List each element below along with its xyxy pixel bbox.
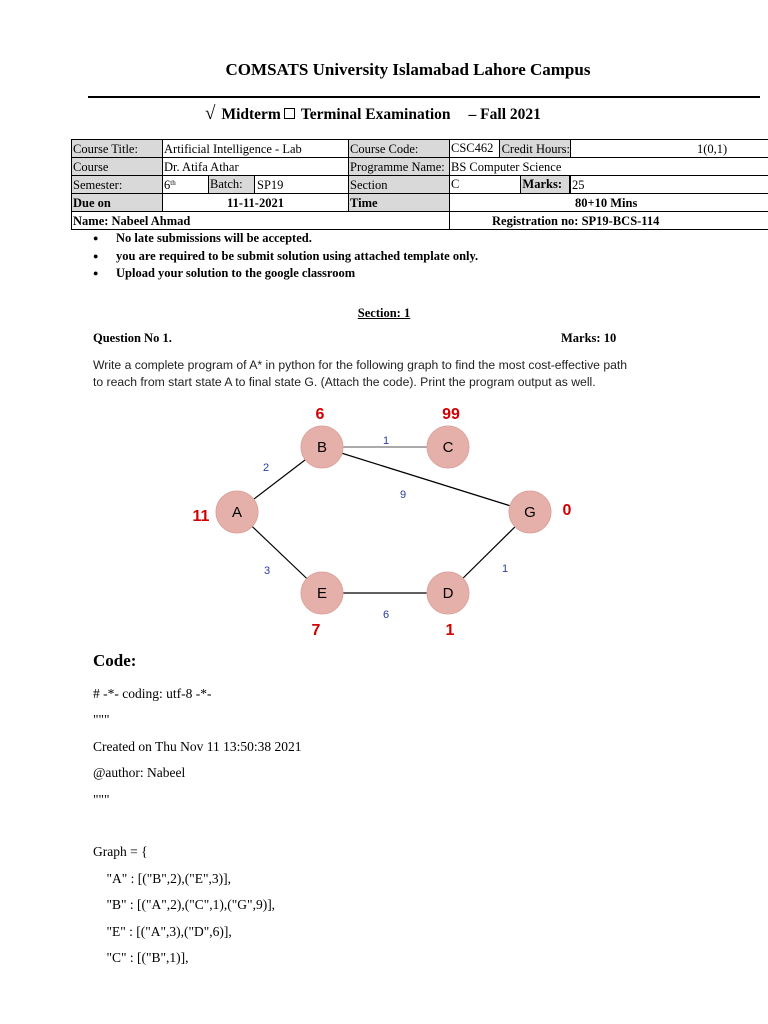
code-line: "C" : [("B",1)], <box>93 949 189 965</box>
semester-label: Semester: <box>72 176 163 194</box>
course-title-label: Course Title: <box>72 140 163 158</box>
exam-type-line <box>205 103 541 125</box>
list-item: ● you are required to be submit solution using attached template only. <box>93 248 478 266</box>
batch-label: Batch: <box>209 176 255 194</box>
code-heading: Code: <box>93 651 137 670</box>
midterm-label: Midterm <box>221 106 281 123</box>
section-heading: Section: 1 <box>357 306 411 320</box>
terminal-label: Terminal Examination <box>300 106 451 123</box>
semester-value: 6 <box>164 177 171 192</box>
code-line: "E" : [("A",3),("D",6)], <box>93 923 232 939</box>
node-label: C <box>442 439 454 456</box>
section-label: Section <box>350 177 388 192</box>
edge-weight-label: 6 <box>382 609 390 621</box>
question-text <box>93 357 713 391</box>
course-title-value: Artificial Intelligence - Lab <box>163 140 349 158</box>
edge-weight-label: 1 <box>382 435 390 447</box>
code-line: Graph = { <box>93 844 148 860</box>
marks-value: 25 <box>571 176 768 194</box>
heuristic-label: 7 <box>311 622 321 639</box>
node-label: G <box>524 504 536 521</box>
credit-hours-value: 1(0,1) <box>571 140 768 158</box>
node-label: D <box>442 585 454 602</box>
heuristic-label: 99 <box>442 406 460 423</box>
question-line: to reach from start state A to final state G. (Attach the code). Print the program output as well. <box>93 375 596 389</box>
due-date-value: 11-11-2021 <box>163 194 349 212</box>
edge-weight-label: 1 <box>501 563 509 575</box>
edge-weight-label: 2 <box>262 462 270 474</box>
code-line: "B" : [("A",2),("C",1),("G",9)], <box>93 897 276 913</box>
empty-checkbox-icon <box>284 108 295 119</box>
header-divider <box>88 96 760 98</box>
node-label: A <box>231 504 243 521</box>
code-line: # -*- coding: utf-8 -*- <box>93 686 212 701</box>
code-line: @author: Nabeel <box>93 765 186 781</box>
registration-number: Registration no: SP19-BCS-114 <box>450 212 768 230</box>
heuristic-label: 11 <box>192 508 210 525</box>
code-line <box>93 813 301 839</box>
batch-value: SP19 <box>257 177 284 192</box>
edge-b-g <box>322 447 530 512</box>
time-value: 80+10 Mins <box>450 194 768 212</box>
credit-hours-label: Credit Hours: <box>501 141 570 156</box>
programme-value: BS Computer Science <box>450 158 768 176</box>
code-block <box>93 681 301 971</box>
search-graph-diagram <box>0 395 768 645</box>
term-label: – Fall 2021 <box>468 106 541 123</box>
time-label: Time <box>349 194 450 212</box>
question-line: Write a complete program of A* in python for the following graph to find the most cost-effective path <box>93 358 628 372</box>
course-code-label: Course Code: <box>349 140 450 158</box>
due-on-label: Due on <box>72 194 163 212</box>
course-code-value: CSC462 <box>450 140 500 158</box>
node-label: B <box>316 439 328 456</box>
question-marks: Marks: 10 <box>561 331 617 345</box>
edge-weight-label: 9 <box>399 489 407 501</box>
student-name: Name: Nabeel Ahmad <box>72 212 450 230</box>
list-item: ● No late submissions will be accepted. <box>93 230 478 248</box>
heuristic-label: 1 <box>445 622 455 639</box>
edge-weight-label: 3 <box>263 565 271 577</box>
code-line: Created on Thu Nov 11 13:50:38 2021 <box>93 738 302 754</box>
heuristic-label: 0 <box>562 502 572 519</box>
heuristic-label: 6 <box>315 406 325 423</box>
semester-suffix: th <box>170 178 176 187</box>
list-item: ● Upload your solution to the google classroom <box>93 265 478 283</box>
university-title: COMSATS University Islamabad Lahore Campus <box>225 60 591 79</box>
instructions-list <box>93 230 478 283</box>
course-label: Course <box>72 158 163 176</box>
question-label: Question No 1. <box>93 331 172 345</box>
check-mark-icon: √ <box>205 103 216 124</box>
course-instructor: Dr. Atifa Athar <box>163 158 349 176</box>
node-label: E <box>316 585 328 602</box>
code-line: """ <box>93 712 110 728</box>
section-value: C <box>450 176 521 194</box>
programme-label: Programme Name: <box>349 158 450 176</box>
code-line: """ <box>93 791 110 807</box>
code-line: "A" : [("B",2),("E",3)], <box>93 870 232 886</box>
course-info-table <box>71 139 768 230</box>
marks-label: Marks: <box>521 176 570 194</box>
